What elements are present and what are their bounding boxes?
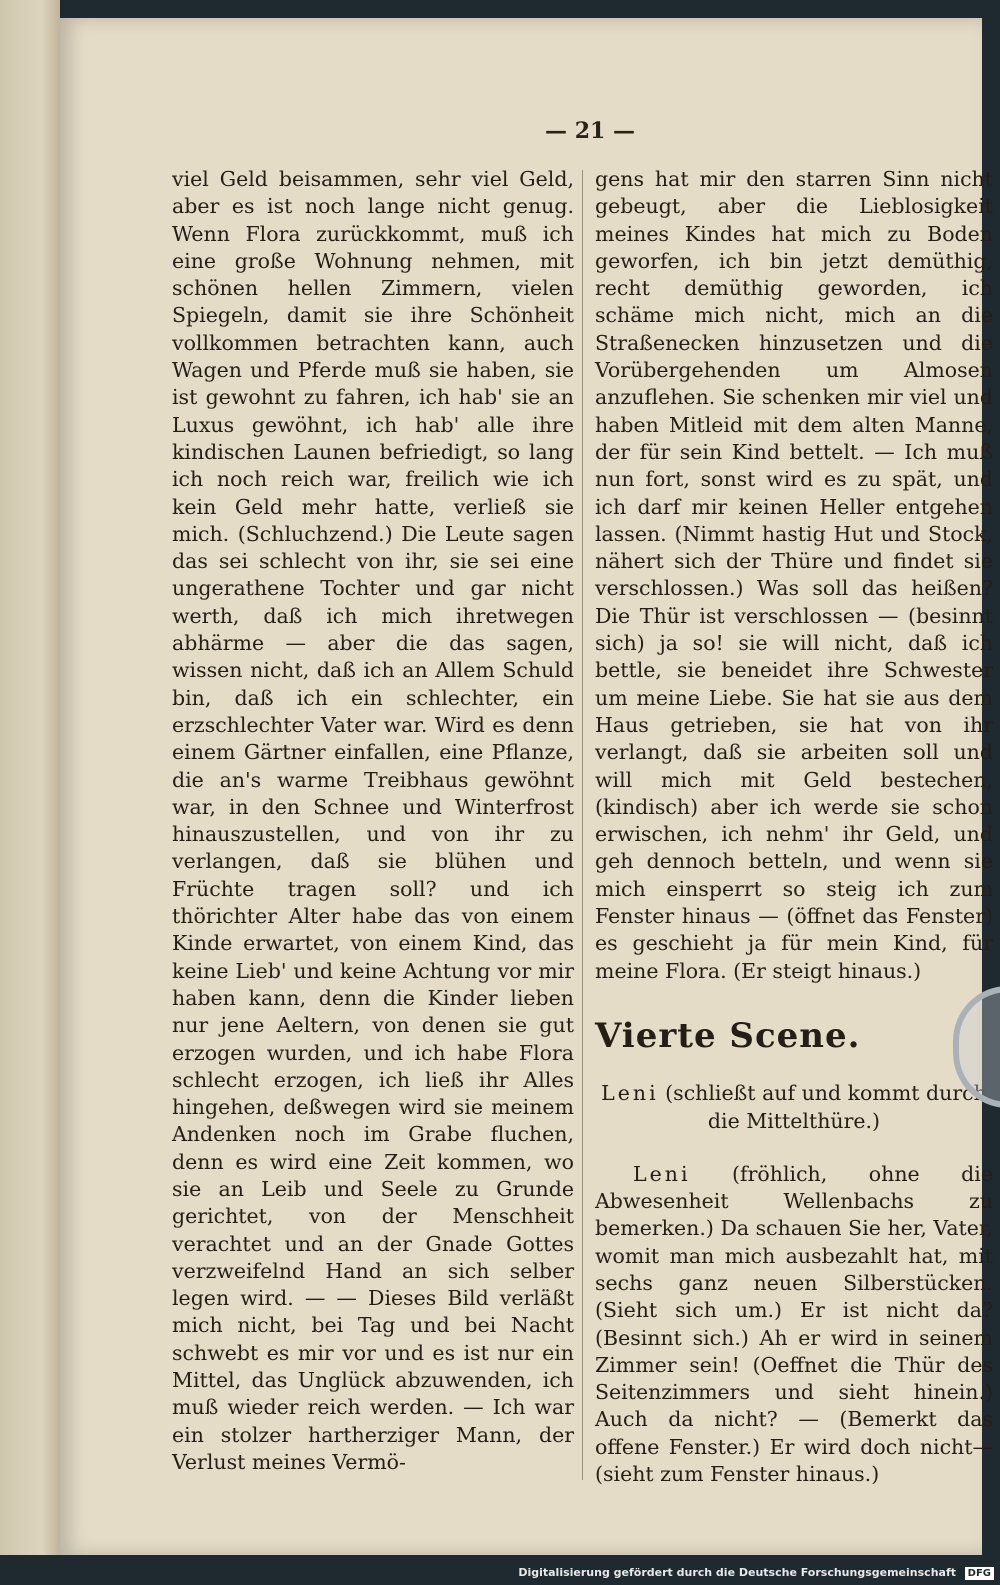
column-divider bbox=[582, 170, 583, 1480]
book-page bbox=[60, 18, 993, 1555]
speech-text: (fröhlich, ohne die Abwesenheit Wellenbachs zu bemerken.) Da schauen Sie her, Vater, womit man mich ausbezahlt hat, mit sechs ganz neuen Silberstücken. (Sieht sich um.) Er ist nicht da? (Besinnt sich.) Ah er wird in seinem Zimmer sein! (Oeffnet die Thür des Seitenzimmers und sieht hinein.) Auch da nicht? — (Bemerkt das offene Fenster.) Er wird doch nicht—(sieht zum Fenster hinaus.) bbox=[595, 1161, 993, 1487]
speech-speaker: Leni bbox=[633, 1161, 691, 1186]
previous-page-edge bbox=[0, 0, 60, 1555]
dfg-logo: DFG bbox=[965, 1567, 994, 1580]
stage-direction-text: (schließt auf und kommt durch die Mittelthüre.) bbox=[665, 1081, 987, 1133]
right-column-continuation: gens hat mir den starren Sinn nicht gebeugt, aber die Lieblosigkeit meines Kindes hat mich zu Boden geworfen, ich bin jetzt demüthig, recht demüthig geworden, ich schäme mich nicht, mich an die Straßenecken hinzusetzen und die Vorübergehenden um Almosen anzuflehen. Sie schenken mir viel und haben Mitleid mit dem alten Manne, der für sein Kind bettelt. — Ich muß nun fort, sonst wird es zu spät, und ich darf mir keinen Heller entgehen lassen. (Nimmt hastig Hut und Stock, nähert sich der Thüre und findet sie verschlossen.) Was soll das heißen? Die Thür ist verschlossen — (besinnt sich) ja so! sie will nicht, daß ich bettle, sie beneidet ihre Schwester um meine Liebe. Sie hat sie aus dem Haus getrieben, sie hat von ihr verlangt, daß sie arbeiten soll und will mich mit Geld bestechen, (kindisch) aber ich werde sie schon erwischen, ich nehm' ihr Geld, und geh dennoch betteln, und wenn sie mich einsperrt so steig ich zum Fenster hinaus — (öffnet das Fenster) es geschieht ja für mein Kind, für meine Flora. (Er steigt hinaus.) bbox=[595, 167, 993, 983]
right-column bbox=[595, 166, 993, 1488]
speech bbox=[595, 1161, 993, 1489]
stage-direction-speaker: Leni bbox=[601, 1081, 659, 1106]
stage-direction bbox=[595, 1080, 993, 1135]
left-column-text: viel Geld beisammen, sehr viel Geld, aber es ist noch lange nicht genug. Wenn Flora zurückkommt, muß ich eine große Wohnung nehmen, mit schönen hellen Zimmern, vielen Spiegeln, damit sie ihre Schönheit vollkommen betrachten kann, auch Wagen und Pferde muß sie haben, sie ist gewohnt zu fahren, ich hab' sie an Luxus gewöhnt, ich hab' alle ihre kindischen Launen befriedigt, so lang ich noch reich war, freilich wie ich kein Geld mehr hatte, verließ sie mich. (Schluchzend.) Die Leute sagen das sei schlecht von ihr, sie sei eine ungerathene Tochter und gar nicht werth, daß ich mich ihretwegen abhärme — aber die das sagen, wissen nicht, daß ich an Allem Schuld bin, daß ich ein schlechter, ein erzschlechter Vater war. Wird es denn einem Gärtner einfallen, eine Pflanze, die an's warme Treibhaus gewöhnt war, in den Schnee und Winterfrost hinauszustellen, und von ihr zu verlangen, daß sie blühen und Früchte tragen soll? und ich thörichter Alter habe das von einem Kinde erwartet, von einem Kind, das keine Lieb' und keine Achtung vor mir haben kann, denn die Kinder lieben nur jene Aeltern, von denen sie gut erzogen wurden, und ich habe Flora schlecht erzogen, ich ließ ihr Alles hingehen, deßwegen wird sie meinem Andenken noch im Grabe fluchen, denn es wird eine Zeit kommen, wo sie an Leib und Seele zu Grunde gerichtet, von der Menschheit verachtet und an der Gnade Gottes verzweifelnd Hand an sich selber legen wird. — — Dieses Bild verläßt mich nicht, bei Tag und bei Nacht schwebt es mir vor und es ist nur ein Mittel, das Unglück abzuwenden, ich muß wieder reich werden. — Ich war ein stolzer hartherziger Mann, der Verlust meines Vermö- bbox=[172, 167, 574, 1474]
left-column bbox=[172, 166, 574, 1476]
page-number: — 21 — bbox=[545, 118, 635, 144]
scene-heading: Vierte Scene. bbox=[595, 1015, 861, 1056]
digitization-credit: Digitalisierung gefördert durch die Deutsche Forschungsgemeinschaft bbox=[518, 1566, 956, 1579]
